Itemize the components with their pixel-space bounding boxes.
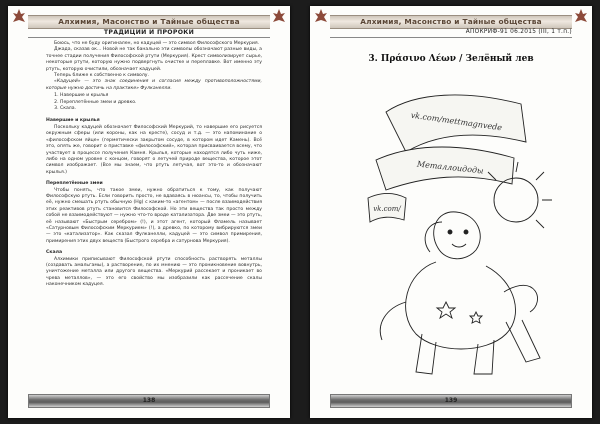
chapter-title: 3. Πράσινο Λέων / Зелёный лев [368,54,534,64]
section-title: ТРАДИЦИИ И ПРОРОКИ [103,29,195,36]
list-item: 1. Навершие и крылья [60,93,262,99]
header-title: Алхимия, Масонство и Тайные общества [360,17,542,26]
page-header [330,15,572,29]
page-number: 139 [444,397,458,404]
section-heading: Скала [46,250,63,256]
divider [330,37,572,38]
section-heading: Переплетённые змеи [46,181,103,187]
lion-illustration [346,72,560,384]
left-page [8,6,290,418]
emblem-icon [272,8,286,26]
emblem-icon [574,8,588,26]
section-text: Алхимики приписывают Философской ртути способность растворять металлы (создавать амальгамы), а растворение, по их мнению — это проникновение вовнутрь, уничтожение металла или другого вещества. «Меркурий рассекает и проникает во чрева металлов», — это его свойство мы изобразили как рассечение скалы наконечником кадуцея. [46,256,262,288]
parts-list [60,93,262,112]
section-text: Поскольку кадуцей обозначает Философский Меркурий, то навершие его рисуется окружным сферы (или короны, как на кресте), сосуд и т.д. — это напоминание о «философском яйце» (герметически закрытом сосуде, в котором идет Камень). Всё это, опять же, говорит о приставке «философский», которая присваивается всему, что участвует в процессе получения Камня. Крылья, которые находятся либо чуть ниже, либо на одном уровне с концом, говорят о летучей природе вещества, которое этот символ изображает. (Все мы знаем, что ртуть летучая, вот это-то и обозначают крылья.) [46,124,262,175]
banner-text: vk.com/mettmagnvede [410,110,503,133]
paragraph: «Кадуцей» — это знак соединения и согласия между противоположностями, которые нужно достичь на практике» Фулканелли. [46,79,262,91]
page-footer [330,394,572,408]
section-title: АПОКРИФ-91 06.2015 (III, 1 т.п.) [465,29,572,35]
page-number: 138 [142,397,156,404]
section-text: Чтобы понять, что такое змеи, нужно обратиться к тому, как получают Философскую ртуть. Если говорить просто, не вдаваясь в нюансы, то, чтобы получить её, нужно смешать ртуть обычную (Hg) с каким-то «агентом» — после взаимодействия этих реактивов ртуть становится Философской. Но эти вещества так просто между собой не взаимодействуют — нужно что-то вроде катализатора. Две змеи — это ртуть, её называют «Быстрым серебром» (!), и этот агент, который Фламель называет «Сатурновым Философским Меркурием» (!), а древко, по которому вибрируются змеи — это «катализатор». Как сказал Фулканелли, кадуцей — это символ примирения, примирения этих двух веществ (Быстрого серебра и сатурнова Меркурия). [46,187,262,244]
paragraph: Теперь ближе к собственно к символу. [54,73,149,79]
page-footer [28,394,270,408]
banner-text: vk.com/ [373,205,401,213]
divider [28,37,270,38]
emblem-icon [12,8,26,26]
article-body [46,41,262,289]
header-title: Алхимия, Масонство и Тайные общества [58,17,240,26]
right-page [310,6,592,418]
list-item: 2. Переплетённые змеи и древко. [60,100,262,106]
banner-text: Металлоидоды [416,159,485,176]
paragraph: Боюсь, что не буду оригинален, но кадуцей — это символ Философского Меркурия. [54,41,260,46]
list-item: 3. Скала. [60,106,262,112]
emblem-icon [314,8,328,26]
section-heading: Навершие и крылья [46,118,100,124]
page-header [28,15,270,29]
paragraph: Джада, сказав ок... Новой не так банально эти символы обозначают разные виды, а точнее стадии получения Философской ртути (Меркурия). Крест символизирует сырье, некоторые ртути, которую нужно подвергнуть очистке и переплавке. Вот именно эту ртуть, которую очистили, обозначает кадуцей. [46,47,262,72]
